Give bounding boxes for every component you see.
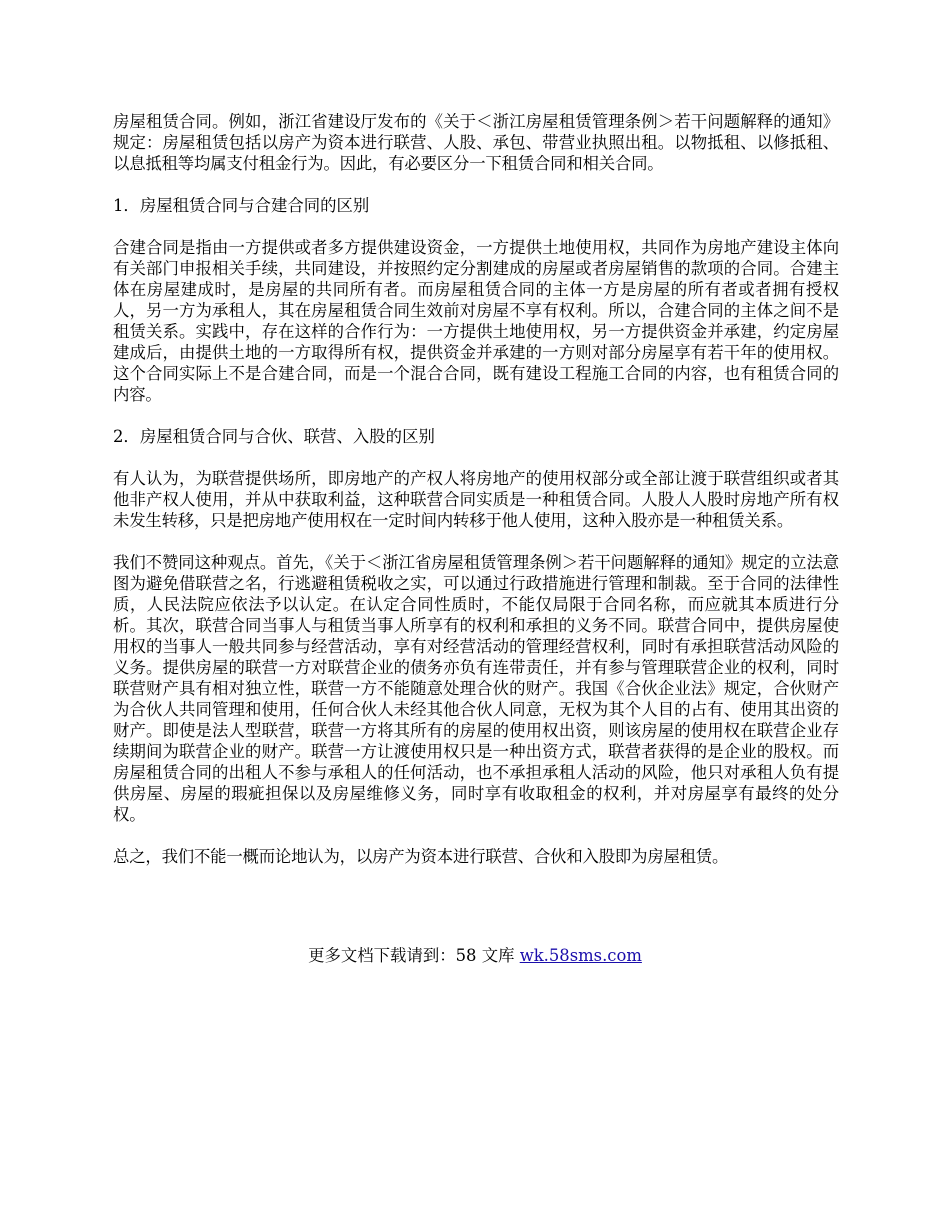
footer-prefix: 更多文档下载请到：58 文库 — [308, 946, 520, 965]
paragraph-conclusion: 总之，我们不能一概而论地认为，以房产为资本进行联营、合伙和入股即为房屋租赁。 — [113, 847, 729, 866]
download-footer — [0, 945, 950, 966]
site-link[interactable]: wk.58sms.com — [519, 946, 642, 965]
paragraph-rebuttal: 我们不赞同这种观点。首先，《关于＜浙江省房屋租赁管理条例＞若干问题解释的通知》规定的立法意图为避免借联营之名，行逃避租赁税收之实，可以通过行政措施进行管理和制裁。至于合同的法律性质，人民法院应依法予以认定。在认定合同性质时，不能仅局限于合同名称，而应就其本质进行分析。其次，联营合同当事人与租赁当事人所享有的权利和承担的义务不同。联营合同中，提供房屋使用权的当事人一般共同参与经营活动，享有对经营活动的管理经营权利，同时有承担联营活动风险的义务。提供房屋的联营一方对联营企业的债务亦负有连带责任，并有参与管理联营企业的权利，同时联营财产具有相对独立性，联营一方不能随意处理合伙的财产。我国《合伙企业法》规定，合伙财产为合伙人共同管理和使用，任何合伙人未经其他合伙人同意，无权为其个人目的占有、使用其出资的财产。即使是法人型联营，联营一方将其所有的房屋的使用权出资，则该房屋的使用权在联营企业存续期间为联营企业的财产。联营一方让渡使用权只是一种出资方式，联营者获得的是企业的股权。而房屋租赁合同的出租人不参与承租人的任何活动，也不承担承租人活动的风险，他只对承租人负有提供房屋、房屋的瑕疵担保以及房屋维修义务，同时享有收取租金的权利，并对房屋享有最终的处分权。 — [113, 553, 839, 824]
paragraph-opinion: 有人认为，为联营提供场所，即房地产的产权人将房地产的使用权部分或全部让渡于联营组织或者其他非产权人使用，并从中获取利益，这种联营合同实质是一种租赁合同。人股人人股时房地产所有权未发生转移，只是把房地产使用权在一定时间内转移于他人使用，这种入股亦是一种租赁关系。 — [113, 469, 839, 530]
paragraph-intro: 房屋租赁合同。例如，浙江省建设厅发布的《关于＜浙江房屋租赁管理条例＞若干问题解释的通知》规定：房屋租赁包括以房产为资本进行联营、人股、承包、带营业执照出租。以物抵租、以修抵租、以息抵租等均属支付租金行为。因此，有必要区分一下租赁合同和相关合同。 — [113, 112, 839, 173]
section-heading-1: 1．房屋租赁合同与合建合同的区别 — [113, 196, 370, 215]
document-body — [113, 111, 839, 888]
paragraph-joint-construction: 合建合同是指由一方提供或者多方提供建设资金，一方提供土地使用权，共同作为房地产建设主体向有关部门申报相关手续，共同建设，并按照约定分割建成的房屋或者房屋销售的款项的合同。合建主体在房屋建成时，是房屋的共同所有者。而房屋租赁合同的主体一方是房屋的所有者或者拥有授权人，另一方为承租人，其在房屋租赁合同生效前对房屋不享有权利。所以，合建合同的主体之间不是租赁关系。实践中，存在这样的合作行为：一方提供土地使用权，另一方提供资金并承建，约定房屋建成后，由提供土地的一方取得所有权，提供资金并承建的一方则对部分房屋享有若干年的使用权。这个合同实际上不是合建合同，而是一个混合合同，既有建设工程施工合同的内容，也有租赁合同的内容。 — [113, 238, 839, 404]
section-heading-2: 2．房屋租赁合同与合伙、联营、入股的区别 — [113, 427, 435, 446]
